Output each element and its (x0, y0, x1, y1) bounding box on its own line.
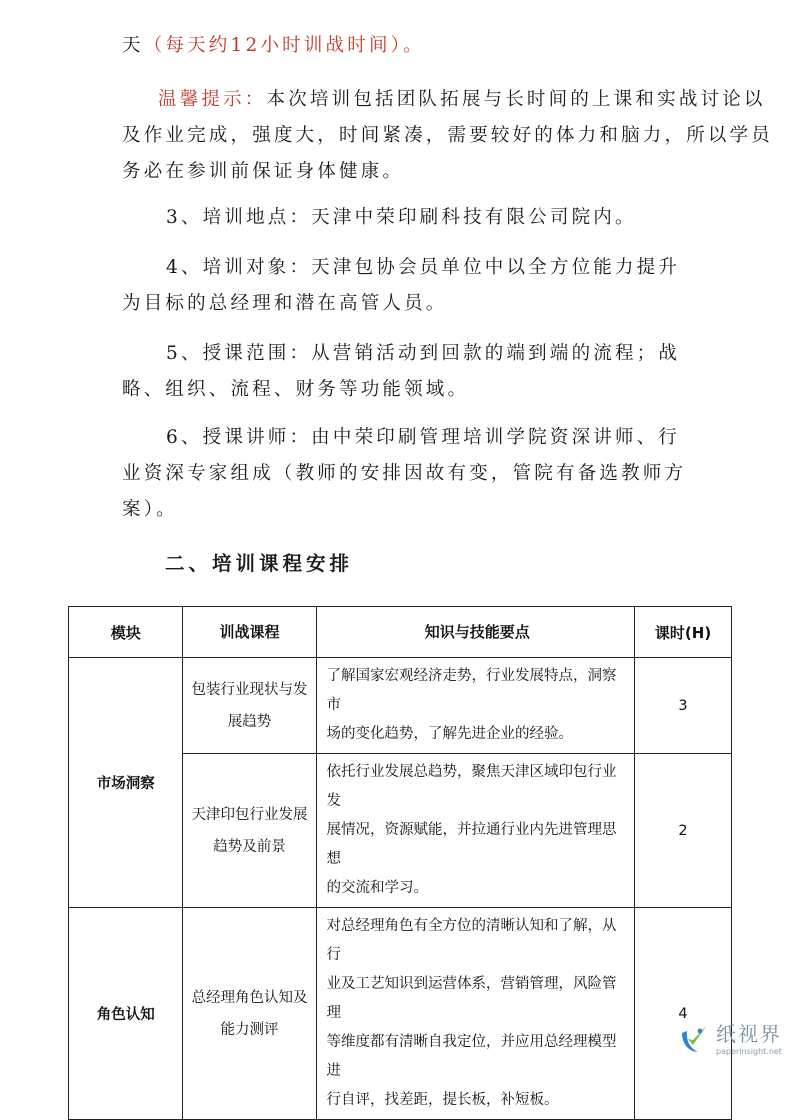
course-line: 天津印包行业发展 (191, 806, 308, 823)
course-line: 包装行业现状与发 (191, 681, 308, 698)
course-line: 展趋势 (227, 713, 272, 730)
item-location (122, 200, 682, 236)
course-cell (183, 908, 316, 1120)
paperinsight-logo-icon (676, 1019, 712, 1055)
tip-line-3: 务必在参训前保证身体健康。 (122, 161, 405, 182)
points-line: 展情况，资源赋能，并拉通行业内先进管理思想 (326, 822, 617, 867)
watermark-text (716, 1018, 782, 1056)
points-line: 对总经理角色有全方位的清晰认知和了解，从行 (326, 918, 617, 963)
watermark-url: paperinsight.net (716, 1047, 782, 1056)
table-row (69, 908, 732, 1120)
points-line: 依托行业发展总趋势，聚焦天津区域印包行业发 (326, 764, 617, 809)
points-line: 等维度都有清晰自我定位，并应用总经理模型进 (326, 1034, 617, 1079)
hours-cell: 2 (635, 754, 732, 908)
item-scope-line-1: 5、授课范围：从营销活动到回款的端到端的流程；战 (166, 343, 681, 364)
intro-prefix: 天 (122, 35, 144, 56)
tip-paragraph (122, 82, 774, 190)
intro-line-1 (122, 28, 682, 64)
section-heading: 二、培训课程安排 (165, 552, 354, 575)
item-lecturer (122, 420, 687, 528)
course-cell (183, 658, 316, 754)
tip-line-1 (122, 82, 766, 118)
item-lecturer-line-2: 业资深专家组成（教师的安排因故有变，管院有备选教师方 (122, 463, 687, 484)
table-row (69, 658, 732, 754)
course-cell (183, 754, 316, 908)
item-location-line: 3、培训地点：天津中荣印刷科技有限公司院内。 (166, 207, 637, 228)
training-hours-note: （每天约12小时训战时间）。 (143, 35, 425, 56)
item-audience-line-1: 4、培训对象：天津包协会员单位中以全方位能力提升 (166, 257, 681, 278)
header-module: 模块 (69, 607, 183, 658)
header-hours: 课时(H) (635, 607, 732, 658)
points-line: 的交流和学习。 (326, 880, 429, 896)
item-audience (122, 250, 682, 322)
tip-text: 本次培训包括团队拓展与长时间的上课和实战讨论以 (266, 89, 766, 110)
intro-paragraph (122, 28, 682, 64)
item-audience-line-2: 为目标的总经理和潜在高管人员。 (122, 293, 448, 314)
tip-label: 温馨提示： (158, 89, 267, 110)
course-line: 总经理角色认知及 (191, 989, 308, 1006)
module-cell: 市场洞察 (69, 658, 183, 908)
watermark-name: 纸视界 (716, 1022, 782, 1046)
item-scope-line-2: 略、组织、流程、财务等功能领域。 (122, 379, 470, 400)
points-cell (316, 908, 635, 1120)
item-lecturer-line-3: 案）。 (122, 499, 178, 520)
course-line: 能力测评 (220, 1021, 279, 1038)
hours-cell: 3 (635, 658, 732, 754)
course-line: 趋势及前景 (213, 838, 286, 855)
points-cell (316, 754, 635, 908)
item-scope (122, 336, 682, 408)
points-line: 了解国家宏观经济走势，行业发展特点，洞察市 (326, 668, 617, 713)
header-points: 知识与技能要点 (316, 607, 635, 658)
course-schedule-table (68, 606, 732, 1120)
points-cell (316, 658, 635, 754)
header-course: 训战课程 (183, 607, 316, 658)
tip-line-2: 及作业完成，强度大，时间紧凑，需要较好的体力和脑力，所以学员 (122, 125, 774, 146)
points-line: 业及工艺知识到运营体系，营销管理，风险管理 (326, 976, 617, 1021)
points-line: 行自评，找差距，提长板，补短板。 (326, 1092, 559, 1108)
item-lecturer-line-1: 6、授课讲师：由中荣印刷管理培训学院资深讲师、行 (166, 427, 681, 448)
module-cell: 角色认知 (69, 908, 183, 1120)
watermark (676, 1018, 782, 1056)
table-header-row (69, 607, 732, 658)
points-line: 场的变化趋势，了解先进企业的经验。 (326, 726, 574, 742)
hours-cell: 4 (635, 908, 732, 1120)
